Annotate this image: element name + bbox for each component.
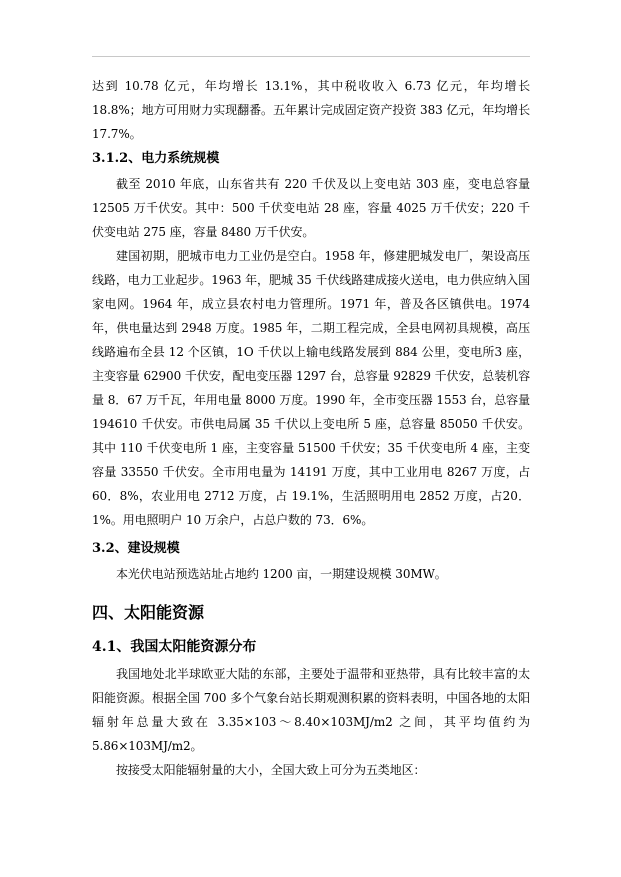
document-page <box>92 74 530 782</box>
paragraph-construction-scale: 本光伏电站预选站址占地约 1200 亩，一期建设规模 30MW。 <box>116 567 447 581</box>
heading-4-1: 4.1、我国太阳能资源分布 <box>92 639 257 655</box>
paragraph-shandong-grid: 截至 2010 年底，山东省共有 220 千伏及以上变电站 303 座，变电总容量12505 万千伏安。其中：500 千伏变电站 28 座，容量 4025 万千伏安；220 千伏变电站 275 座，容量 8480 万千伏安。 <box>92 177 530 239</box>
paragraph-solar-resources: 我国地处北半球欧亚大陆的东部，主要处于温带和亚热带，具有比较丰富的太阳能资源。根据全国 700 多个气象台站长期观测积累的资料表明，中国各地的太阳辐射年总量大致在 3.35×103～8.40×103MJ/m2 之间，其平均值约为5.86×103MJ/m2。 <box>92 667 530 753</box>
paragraph-five-regions: 按接受太阳能辐射量的大小，全国大致上可分为五类地区： <box>116 763 426 777</box>
header-rule <box>92 56 530 57</box>
heading-3-1-2: 3.1.2、电力系统规模 <box>92 151 220 166</box>
heading-chapter-4: 四、太阳能资源 <box>92 603 205 622</box>
paragraph-feicheng-history: 建国初期，肥城市电力工业仍是空白。1958 年，修建肥城发电厂，架设高压线路，电力工业起步。1963 年，肥城 35 千伏线路建成接火送电，电力供应纳入国家电网。1964 年，成立县农村电力管理所。1971 年，普及各区镇供电。1974 年，供电量达到 2948 万度。1985 年，二期工程完成，全县电网初具规模，高压线路遍布全县 12 个区镇，1O 千伏以上输电线路发展到 884 公里，变电所3 座，主变容量 62900 千伏安，配电变压器 1297 台，总容量 92829 千伏安，总装机容量 8．67 万千瓦，年用电量 8000 万度。1990 年，全市变压器 1553 台，总容量 194610 千伏安。市供电局属 35 千伏以上变电所 5 座，总容量 85050 千伏安。其中 110 千伏变电所 1 座，主变容量 51500 千伏安；35 千伏变电所 4 座，主变容量 33550 千伏安。全市用电量为 14191 万度，其中工业用电 8267 万度，占 60．8%，农业用电 2712 万度，占 19.1%，生活照明用电 2852 万度，占20．1%。用电照明户 10 万余户，占总户数的 73．6%。 <box>92 249 530 527</box>
paragraph-fiscal-revenue: 达到 10.78 亿元，年均增长 13.1%，其中税收收入 6.73 亿元，年均增长18.8%；地方可用财力实现翻番。五年累计完成固定资产投资 383 亿元，年均增长17.7%。 <box>92 79 530 141</box>
heading-3-2: 3.2、建设规模 <box>92 541 180 556</box>
